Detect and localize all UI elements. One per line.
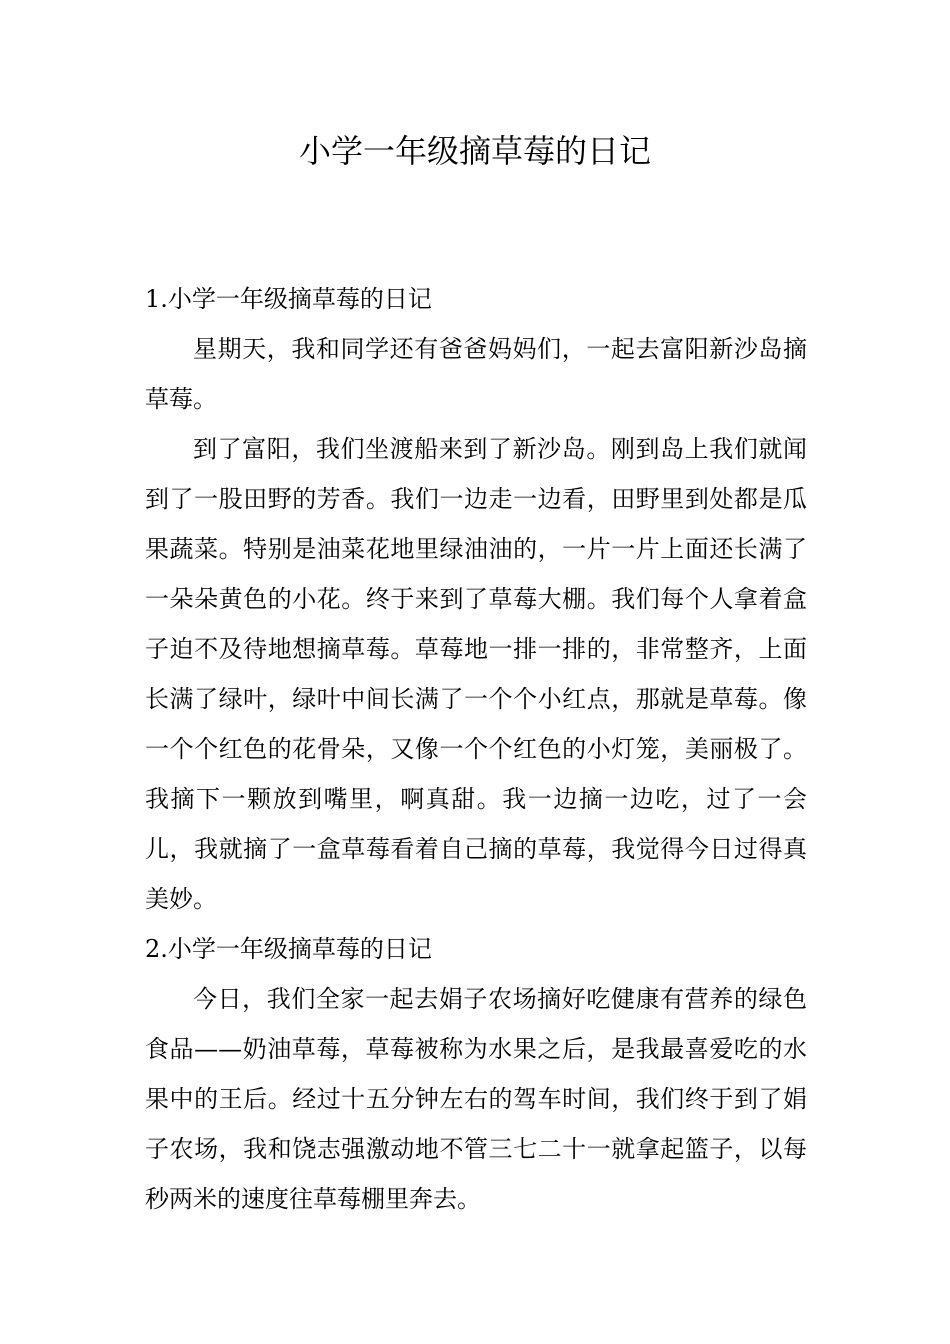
paragraph: 星期天，我和同学还有爸爸妈妈们，一起去富阳新沙岛摘草莓。 bbox=[145, 335, 807, 413]
section-heading: 1.小学一年级摘草莓的日记 bbox=[145, 285, 432, 313]
section-1 bbox=[145, 274, 807, 924]
document-body bbox=[145, 274, 807, 1224]
paragraph: 今日，我们全家一起去娟子农场摘好吃健康有营养的绿色食品——奶油草莓，草莓被称为水果之后，是我最喜爱吃的水果中的王后。经过十五分钟左右的驾车时间，我们终于到了娟子农场，我和饶志强激动地不管三七二十一就拿起篮子，以每秒两米的速度往草莓棚里奔去。 bbox=[145, 985, 807, 1213]
section-heading: 2.小学一年级摘草莓的日记 bbox=[145, 935, 432, 963]
section-2 bbox=[145, 924, 807, 1224]
document-title: 小学一年级摘草莓的日记 bbox=[298, 132, 651, 170]
paragraph: 到了富阳，我们坐渡船来到了新沙岛。刚到岛上我们就闻到了一股田野的芳香。我们一边走一边看，田野里到处都是瓜果蔬菜。特别是油菜花地里绿油油的，一片一片上面还长满了一朵朵黄色的小花。终于来到了草莓大棚。我们每个人拿着盒子迫不及待地想摘草莓。草莓地一排一排的，非常整齐，上面长满了绿叶，绿叶中间长满了一个个小红点，那就是草莓。像一个个红色的花骨朵，又像一个个红色的小灯笼，美丽极了。我摘下一颗放到嘴里，啊真甜。我一边摘一边吃，过了一会儿，我就摘了一盒草莓看着自己摘的草莓，我觉得今日过得真美妙。 bbox=[145, 435, 807, 913]
